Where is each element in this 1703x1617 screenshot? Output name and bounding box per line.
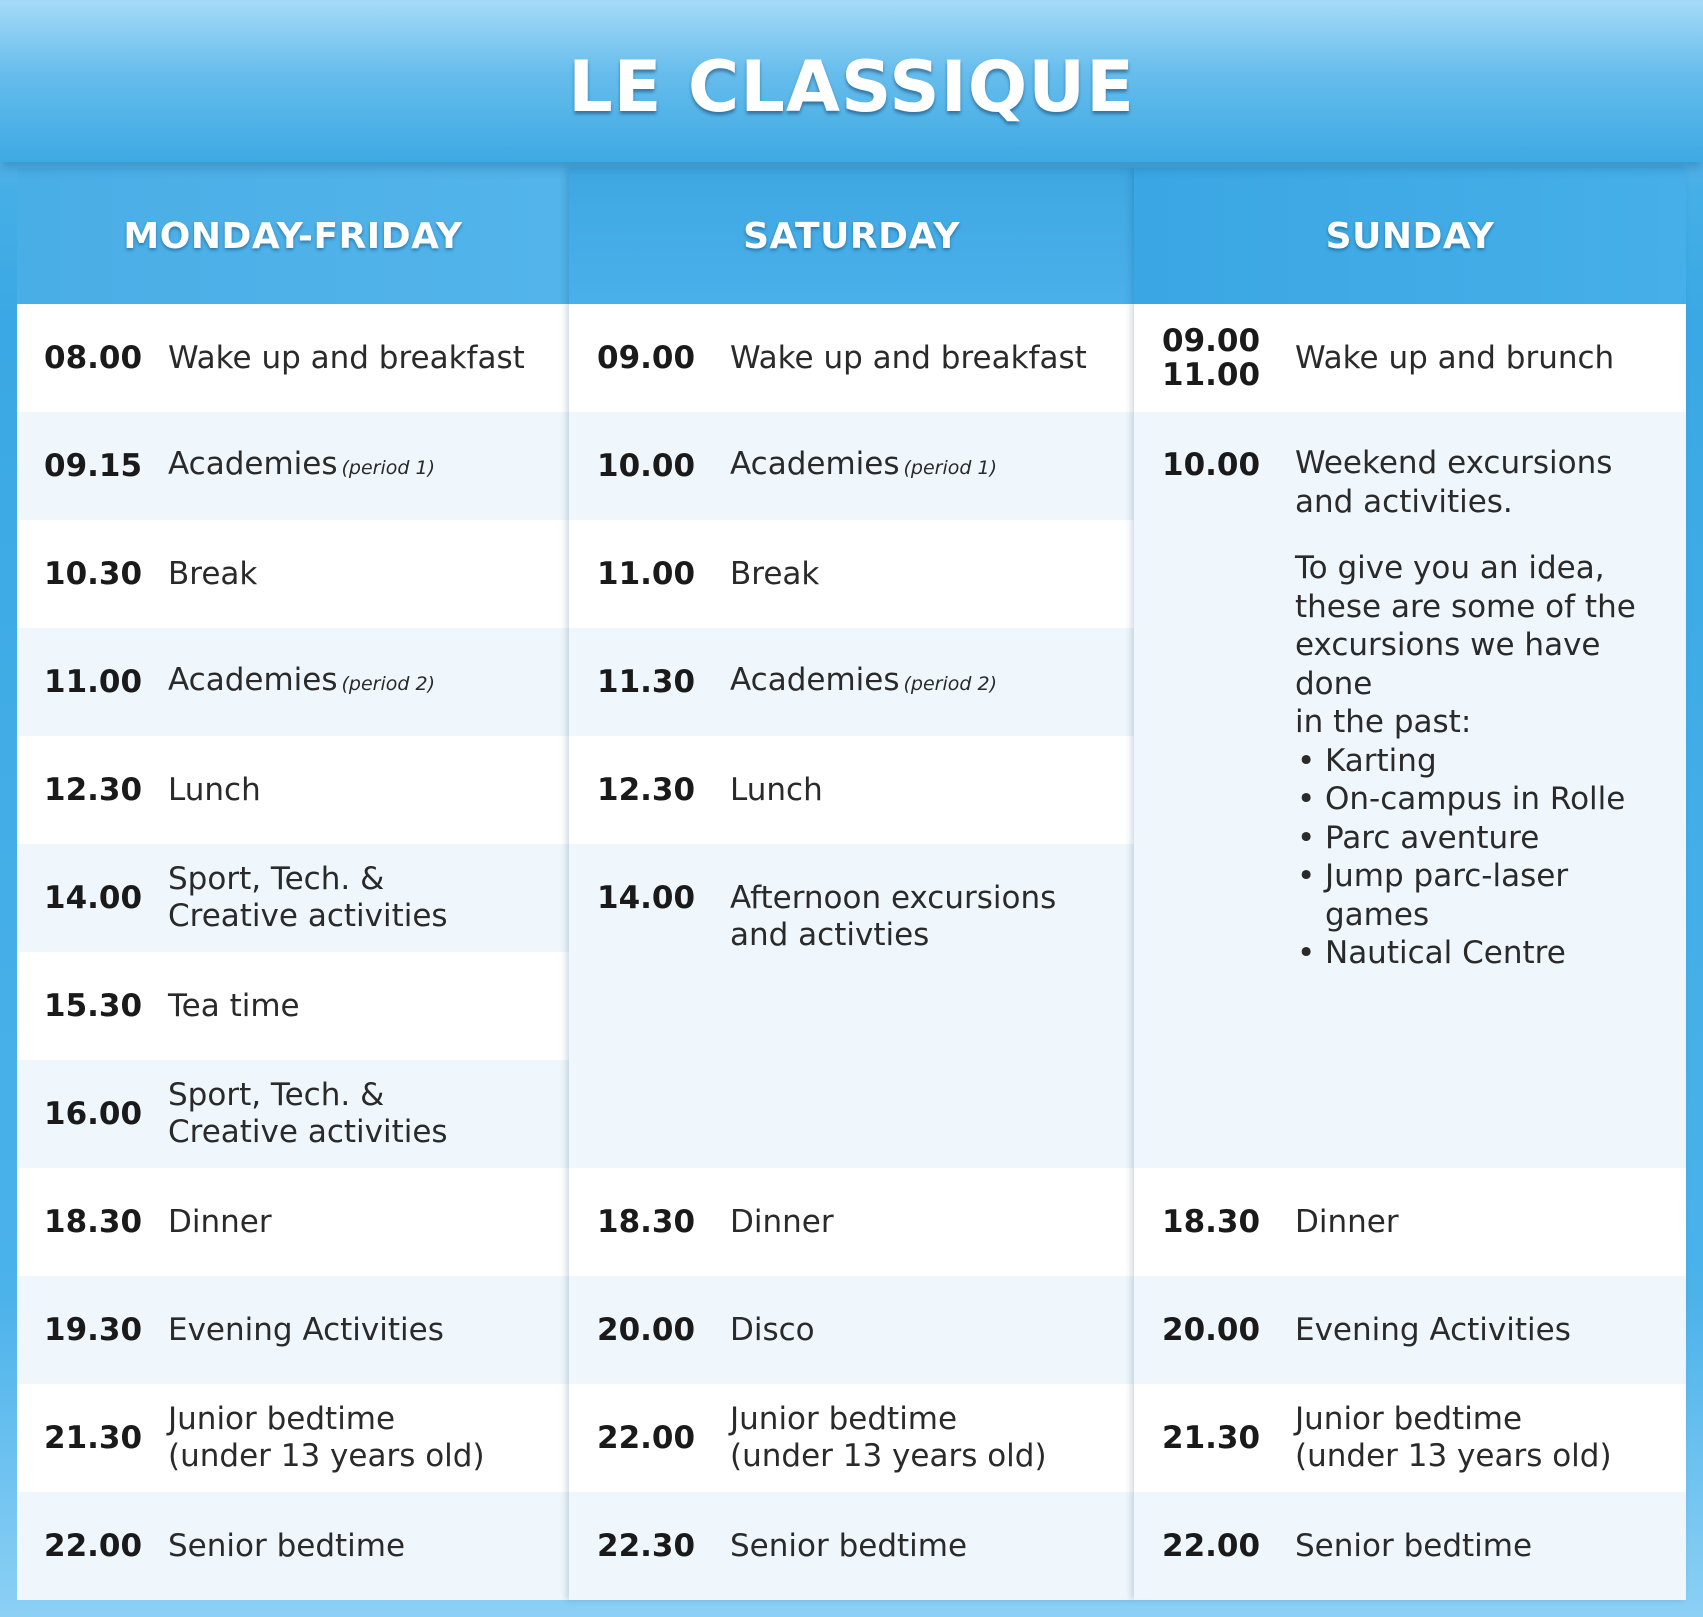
activity-label: Dinner <box>730 1203 834 1240</box>
schedule-row <box>569 844 1134 1168</box>
list-item-label: Nautical Centre <box>1325 935 1566 971</box>
schedule-row <box>17 520 569 628</box>
activity-label: Senior bedtime <box>730 1527 968 1564</box>
schedule-row <box>17 412 569 520</box>
schedule-row <box>1134 412 1686 1168</box>
activity-line: (under 13 years old) <box>168 1438 485 1474</box>
time-label: 18.30 <box>597 1204 696 1240</box>
schedule-row <box>569 304 1134 412</box>
schedule-row <box>569 628 1134 736</box>
activity-label: Break <box>168 555 258 592</box>
time-label: 20.00 <box>597 1312 696 1348</box>
activity-label <box>168 861 458 935</box>
time-label: 22.30 <box>597 1528 696 1564</box>
activity-line: and activties <box>730 917 930 953</box>
schedule-row <box>17 1384 569 1492</box>
excursion-list <box>1295 742 1676 973</box>
activity-label: Disco <box>730 1311 815 1348</box>
schedule-row <box>1134 1168 1686 1276</box>
activity-label <box>168 662 445 703</box>
time-label: 10.00 <box>1162 447 1261 483</box>
schedule-row <box>569 1168 1134 1276</box>
time-label: 18.30 <box>1162 1204 1261 1240</box>
activity-label: Evening Activities <box>1295 1311 1571 1348</box>
list-item <box>1295 934 1676 973</box>
activity-label <box>730 880 1066 954</box>
time-label <box>1134 324 1295 392</box>
time-label: 22.00 <box>597 1420 696 1456</box>
time-label: 09.00 <box>597 340 696 376</box>
time-label: 11.00 <box>44 664 143 700</box>
time-label: 12.30 <box>44 772 143 808</box>
activity-label: Break <box>730 555 820 592</box>
activity-label <box>730 446 1007 487</box>
activity-line: Creative activities <box>168 1114 448 1150</box>
activity-line: Sport, Tech. & <box>168 861 385 897</box>
activity-description <box>1295 444 1686 973</box>
schedule-row <box>17 1168 569 1276</box>
period-note: (period 2) <box>903 672 997 695</box>
time-label: 21.30 <box>44 1420 143 1456</box>
activity-label <box>168 1401 495 1475</box>
time-label: 11.30 <box>597 664 696 700</box>
list-item <box>1295 780 1676 819</box>
bullet-icon: • <box>1297 781 1316 817</box>
schedule-row <box>569 412 1134 520</box>
bullet-icon: • <box>1297 935 1316 971</box>
idea-line: in the past: <box>1295 704 1472 740</box>
bullet-icon: • <box>1297 858 1316 894</box>
activity-line: Creative activities <box>168 898 448 934</box>
time-label: 11.00 <box>597 556 696 592</box>
list-item-label: Parc aventure <box>1325 819 1540 856</box>
idea-line: To give you an idea, <box>1295 550 1605 586</box>
activity-label: Senior bedtime <box>168 1527 406 1564</box>
period-note: (period 1) <box>903 456 997 479</box>
activity-label: Dinner <box>168 1203 272 1240</box>
schedule-row <box>17 1492 569 1600</box>
time-label: 10.00 <box>597 448 696 484</box>
activity-label <box>1295 1401 1622 1475</box>
time-label: 14.00 <box>597 880 696 916</box>
schedule-row <box>1134 1276 1686 1384</box>
page-title: LE CLASSIQUE <box>568 46 1135 128</box>
time-label: 18.30 <box>44 1204 143 1240</box>
bullet-icon: • <box>1297 742 1316 779</box>
period-note: (period 2) <box>341 672 435 695</box>
column-saturday <box>569 168 1134 1600</box>
activity-label: Lunch <box>168 771 261 808</box>
activity-line: Junior bedtime <box>1295 1401 1523 1437</box>
schedule-row <box>17 1276 569 1384</box>
schedule-row <box>1134 1384 1686 1492</box>
column-monday-friday <box>17 168 569 1600</box>
time-label: 16.00 <box>44 1096 143 1132</box>
bullet-icon: • <box>1297 819 1316 856</box>
time-end: 11.00 <box>1162 357 1261 393</box>
activity-line: Junior bedtime <box>168 1401 396 1437</box>
schedule-row <box>17 1060 569 1168</box>
list-item-label: On-campus in Rolle <box>1325 781 1626 817</box>
activity-label: Tea time <box>168 987 300 1024</box>
activity-label: Dinner <box>1295 1203 1399 1240</box>
list-item-label: Karting <box>1325 742 1437 779</box>
activity-label <box>730 1401 1057 1475</box>
time-label: 10.30 <box>44 556 143 592</box>
column-heading: SATURDAY <box>569 168 1134 304</box>
activity-line: Afternoon excursions <box>730 880 1057 916</box>
activity-label: Lunch <box>730 771 823 808</box>
activity-label <box>168 446 445 487</box>
activity-line: Weekend excursions <box>1295 445 1613 481</box>
activity-line: (under 13 years old) <box>730 1438 1047 1474</box>
time-label: 14.00 <box>44 880 143 916</box>
schedule-row <box>569 736 1134 844</box>
activity-label <box>730 662 1007 703</box>
activity-line: Sport, Tech. & <box>168 1077 385 1113</box>
column-sunday <box>1134 168 1686 1600</box>
activity-label: Evening Activities <box>168 1311 444 1348</box>
activity-label <box>168 1077 458 1151</box>
time-label: 21.30 <box>1162 1420 1261 1456</box>
idea-line: these are some of the <box>1295 588 1636 625</box>
schedule-row <box>17 628 569 736</box>
idea-line: excursions we have done <box>1295 627 1601 702</box>
activity-text: Academies <box>730 445 900 482</box>
time-label: 12.30 <box>597 772 696 808</box>
activity-label: Wake up and brunch <box>1295 339 1615 376</box>
time-label: 22.00 <box>44 1528 143 1564</box>
list-item-label: Jump parc-laser games <box>1325 858 1569 933</box>
activity-text: Academies <box>168 445 338 482</box>
schedule-row <box>17 952 569 1060</box>
schedule-table <box>17 168 1686 1600</box>
schedule-row <box>1134 1492 1686 1600</box>
time-label: 08.00 <box>44 340 143 376</box>
time-label: 22.00 <box>1162 1528 1261 1564</box>
activity-label: Wake up and breakfast <box>168 339 525 376</box>
schedule-row <box>17 844 569 952</box>
schedule-row <box>17 304 569 412</box>
activity-line: and activities. <box>1295 483 1513 520</box>
list-item <box>1295 857 1676 934</box>
time-label: 20.00 <box>1162 1312 1261 1348</box>
activity-line: (under 13 years old) <box>1295 1438 1612 1474</box>
schedule-row <box>569 1384 1134 1492</box>
activity-text: Academies <box>168 661 338 698</box>
schedule-row <box>569 1276 1134 1384</box>
schedule-row <box>17 736 569 844</box>
column-heading: SUNDAY <box>1134 168 1686 304</box>
activity-text: Academies <box>730 661 900 698</box>
activity-label: Wake up and breakfast <box>730 339 1087 376</box>
period-note: (period 1) <box>341 456 435 479</box>
activity-label: Senior bedtime <box>1295 1527 1533 1564</box>
activity-line: Junior bedtime <box>730 1401 958 1437</box>
time-label: 19.30 <box>44 1312 143 1348</box>
schedule-row <box>1134 304 1686 412</box>
column-heading: MONDAY-FRIDAY <box>17 168 569 304</box>
schedule-row <box>569 1492 1134 1600</box>
list-item <box>1295 742 1676 781</box>
time-label: 15.30 <box>44 988 143 1024</box>
time-label: 09.15 <box>44 448 143 484</box>
title-bar <box>0 0 1703 162</box>
schedule-row <box>569 520 1134 628</box>
time-start: 09.00 <box>1162 323 1261 359</box>
list-item <box>1295 819 1676 858</box>
